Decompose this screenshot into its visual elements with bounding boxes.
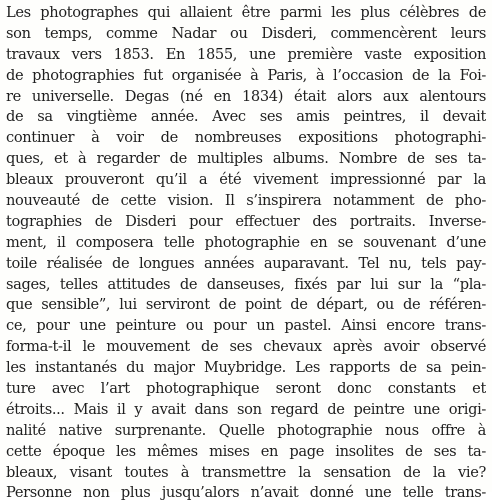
text-line: tographies de Disderi pour effectuer des portraits. Inverse- <box>6 212 486 230</box>
text-line: nalité native surprenante. Quelle photographie nous offre à <box>6 421 486 439</box>
text-line: ment, il composera telle photographie en se souvenant d’une <box>6 233 486 251</box>
text-line: que sensible”, lui serviront de point de départ, ou de référen- <box>6 296 486 314</box>
text-line: Personne non plus jusqu’alors n’avait donné une telle trans- <box>6 484 486 502</box>
text-line: les instantanés du major Muybridge. Les rapports de sa pein- <box>6 359 486 377</box>
text-line: cette époque les mêmes mises en page insolites de ses ta- <box>6 442 486 460</box>
text-line: ture avec l’art photographique seront donc constants et <box>6 380 486 398</box>
text-line: de photographies fut organisée à Paris, à l’occasion de la Foi- <box>6 66 486 84</box>
text-line: forma-t-il le mouvement de ses chevaux après avoir observé <box>6 338 486 356</box>
text-line: bleaux prouveront qu’il a été vivement impressionné par la <box>6 171 486 189</box>
text-line: nouveauté de cette vision. Il s’inspirera notamment de pho- <box>6 192 486 210</box>
text-line: son temps, comme Nadar ou Disderi, commencèrent leurs <box>6 24 486 42</box>
text-line: de sa vingtième année. Avec ses amis peintres, il devait <box>6 108 486 126</box>
body-paragraph <box>6 3 486 504</box>
text-line: bleaux, visant toutes à transmettre la sensation de la vie? <box>6 463 486 481</box>
text-line: sages, telles attitudes de danseuses, fixés par lui sur la “pla- <box>6 275 486 293</box>
text-line: ques, et à regarder de multiples albums. Nombre de ses ta- <box>6 150 486 168</box>
text-line: étroits... Mais il y avait dans son regard de peintre une origi- <box>6 400 486 418</box>
text-line: toile réalisée de longues années auparavant. Tel nu, tels pay- <box>6 254 486 272</box>
text-line: Les photographes qui allaient être parmi les plus célèbres de <box>6 4 486 21</box>
text-line: travaux vers 1853. En 1855, une première vaste exposition <box>6 45 486 63</box>
text-line: re universelle. Degas (né en 1834) était alors aux alentours <box>6 87 486 105</box>
text-line: ce, pour une peinture ou pour un pastel. Ainsi encore trans- <box>6 317 486 335</box>
text-line: continuer à voir de nombreuses expositions photographi- <box>6 129 486 147</box>
